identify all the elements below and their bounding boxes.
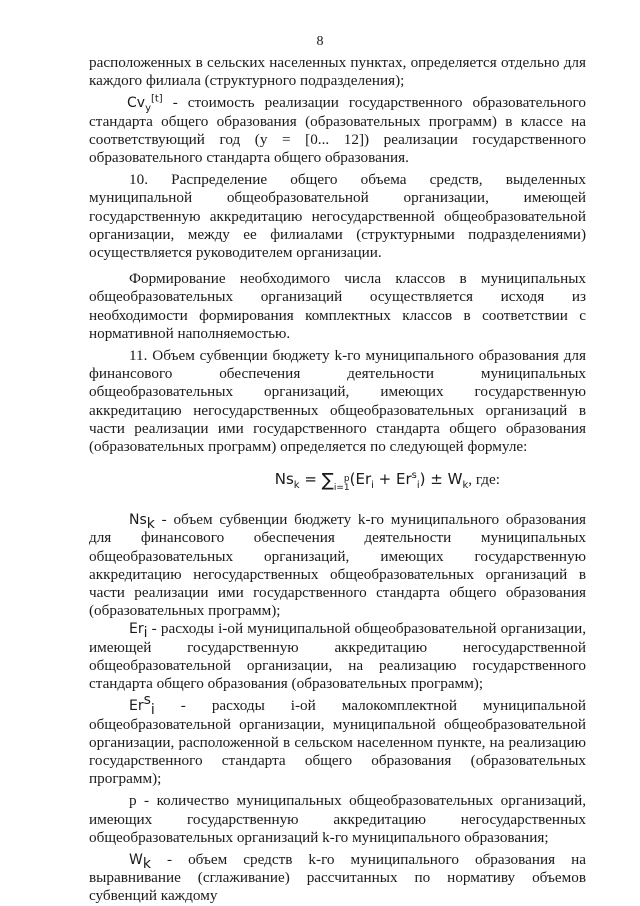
paragraph-top: расположенных в сельских населенных пунктах, определяется отдельно для каждого филиала (структурного подразделения); xyxy=(89,54,586,90)
definition-ns xyxy=(89,511,586,620)
cv-definition-rest: стандарта общего образования (образовательных программ) в классе на соответствующий год (y = [0... 12]) реализации государственного образовательного стандарта общего образования. xyxy=(89,112,586,167)
document-body xyxy=(89,54,586,906)
definition-ers-text: - расходы i-ой малокомплектной муниципальной общеобразовательной организации, муниципальной общеобразовательной организации, расположенной в сельском населенном пункте, на реализацию государственного стандарта общего образования (образовательных программ); xyxy=(89,697,586,788)
subvention-formula xyxy=(89,470,586,493)
definition-ers-sub: i xyxy=(150,702,155,719)
cv-symbol-sup: [t] xyxy=(150,93,163,105)
formula-er2-sub: i xyxy=(416,480,420,492)
sum-lower: i=1 xyxy=(333,483,350,494)
formula-close-w: ) ± W xyxy=(419,470,463,489)
page-number: 8 xyxy=(316,34,324,49)
definition-er xyxy=(89,620,586,693)
formula-er-open: (Er xyxy=(349,470,372,489)
formula-ns-sub: k xyxy=(293,480,300,492)
formula-eq: = xyxy=(299,470,322,489)
definition-w xyxy=(89,851,586,906)
formula-er-sub: i xyxy=(371,480,374,492)
definition-ers-symbol: Er xyxy=(129,698,144,715)
cv-definition-line xyxy=(89,93,586,115)
formula-er2-sup: s xyxy=(411,470,417,482)
definition-er-sub: i xyxy=(143,625,148,642)
sum-limits xyxy=(334,475,350,493)
definition-ers xyxy=(89,692,586,788)
formula-ns: Ns xyxy=(274,470,294,489)
cv-symbol-base: Cv xyxy=(127,95,146,112)
definition-w-sub: k xyxy=(142,855,151,872)
formula-plus-er: + Er xyxy=(373,470,412,489)
paragraph-10: 10. Распределение общего объема средств, выделенных муниципальной общеобразовательной организации, имеющей государственную аккредитацию негосударственной общеобразовательной организации, между ее филиалами (структурными подразделениями) осуществляется руководителем организации. xyxy=(89,171,586,262)
definition-w-text: - объем средств k-го муниципального образования на выравнивание (сглаживание) рассчитанных по нормативу объемов субвенций каждому xyxy=(89,850,586,905)
formula-tail: , где: xyxy=(468,471,500,489)
cv-symbol xyxy=(127,93,163,115)
formula-w-sub: k xyxy=(462,480,469,492)
sum-icon: ∑ xyxy=(321,470,334,492)
paragraph-forming-classes: Формирование необходимого числа классов в муниципальных общеобразовательных организаций осуществляется исходя из необходимости формирования комплектных классов в соответствии с нормативной наполняемостью. xyxy=(89,270,586,342)
cv-symbol-sub: y xyxy=(145,103,151,115)
definition-er-text: - расходы i-ой муниципальной общеобразовательной организации, имеющей государственную аккредитацию негосударственной общеобразовательной организации, на реализацию государственного стандарта общего образования (образовательных программ); xyxy=(89,620,586,693)
definition-ns-symbol: Ns xyxy=(129,512,147,529)
paragraph-11: 11. Объем субвенции бюджету k-го муниципального образования для финансового обеспечения деятельности муниципальных общеобразовательных организаций, имеющих государственную аккредитацию негосударственных общеобразовательных организаций в части реализации ими государственного стандарта общего образования (образовательных программ) определяется по следующей формуле: xyxy=(89,347,586,456)
definition-ns-text: - объем субвенции бюджету k-го муниципального образования для финансового обеспечения деятельности муниципальных общеобразовательных организаций, имеющих государственную аккредитацию негосударственных общеобразовательных организаций в части реализации ими государственного стандарта общего образования (образовательных программ); xyxy=(89,511,586,620)
definition-ns-sub: k xyxy=(146,516,155,533)
cv-definition-first: - стоимость реализации государственного образовательного xyxy=(172,94,586,112)
definition-p: p - количество муниципальных общеобразовательных организаций, имеющих государственную аккредитацию негосударственных общеобразовательных организаций k-го муниципального образования; xyxy=(89,792,586,846)
definition-er-symbol: Er xyxy=(129,621,144,638)
definition-ers-sup: s xyxy=(143,692,151,709)
sum-upper: p xyxy=(343,474,350,485)
definition-w-symbol: W xyxy=(129,851,143,868)
